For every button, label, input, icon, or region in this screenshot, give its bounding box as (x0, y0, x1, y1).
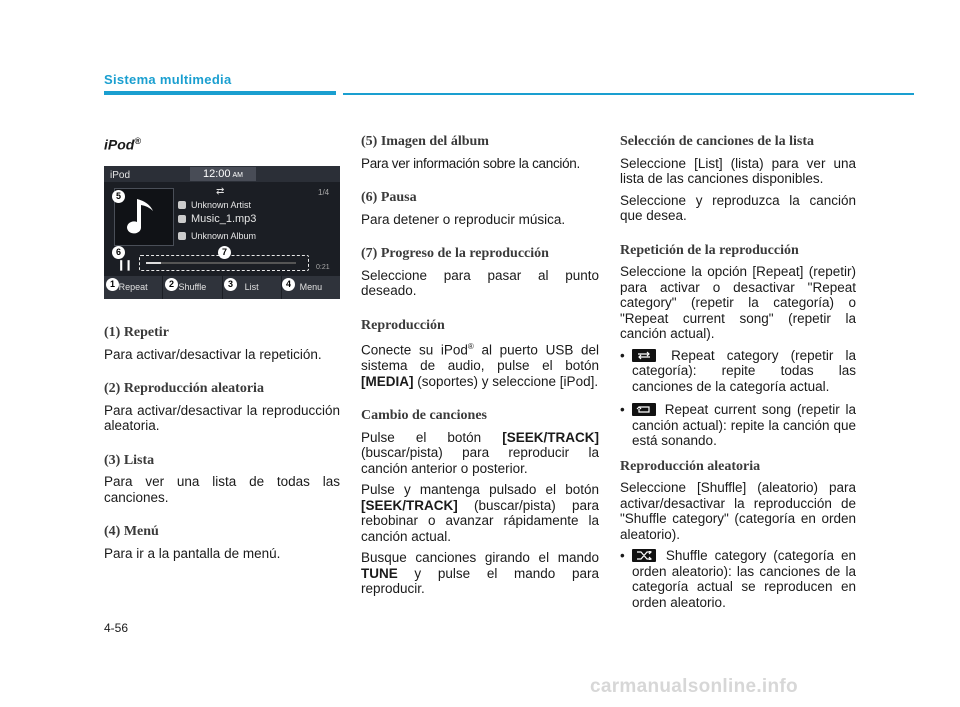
album-name: Unknown Album (191, 231, 257, 242)
header-accent-bar (104, 91, 336, 95)
progress-track (146, 262, 296, 264)
ipod-screen (104, 166, 340, 299)
menu-text: Para ir a la pantalla de menú. (104, 545, 281, 561)
playback-heading: Reproducción (361, 317, 445, 333)
screen-app-title: iPod (110, 170, 131, 182)
ipod-heading: iPod® (104, 136, 141, 153)
list-item: • Shuffle category (categoría en orden aleatorio): las canciones de la categoría actual se reproducen en orden aleatorio. (620, 548, 856, 610)
progress-text: Seleccione para pasar al punto deseado. (361, 267, 599, 298)
callout-7: 7 (218, 246, 231, 259)
callout-5: 5 (112, 190, 125, 203)
change-songs-text-1: Pulse el botón [SEEK/TRACK] (buscar/pista) para reproducir la canción anterior o posterior. (361, 429, 599, 476)
shuffle-playback-heading: Reproducción aleatoria (620, 458, 761, 474)
repeat-playback-text: Seleccione la opción [Repeat] (repetir) para activar o desactivar "Repeat category" (repetir la categoría) o "Repeat current song" (repetir la canción actual). (620, 264, 856, 341)
repeat-category-icon (632, 349, 656, 362)
header-rule (343, 93, 914, 95)
list-text: Para ver una lista de todas las canciones. (104, 474, 340, 505)
callout-2: 2 (165, 278, 178, 291)
repeat-playback-heading: Repetición de la reproducción (620, 242, 799, 258)
column-2 (361, 134, 599, 603)
repeat-song-icon (632, 403, 656, 416)
callout-1: 1 (106, 278, 119, 291)
shuffle-category-icon (632, 549, 656, 562)
pause-text: Para detener o reproducir música. (361, 211, 566, 227)
column-1 (104, 134, 340, 580)
callout-6: 6 (112, 246, 125, 259)
menu-heading: (4) Menú (104, 524, 159, 540)
list-item: • Repeat category (repetir la categoría): repite todas las canciones de la categoría actual. (620, 348, 856, 395)
screen-button-bar (104, 276, 340, 299)
artist-name: Unknown Artist (191, 200, 252, 211)
list-selection-heading: Selección de canciones de la lista (620, 134, 815, 149)
track-count: 1/4 (318, 188, 330, 198)
shuffle-options-list (620, 548, 856, 610)
repeat-button[interactable]: Repeat (104, 276, 163, 299)
menu-button[interactable]: Menu (299, 282, 323, 293)
callout-4: 4 (282, 278, 295, 291)
repeat-status-icon: ⇄ (216, 186, 225, 198)
shuffle-text: Para activar/desactivar la reproducción aleatoria. (104, 402, 340, 434)
song-icon (178, 215, 186, 223)
screen-top-bar (104, 166, 340, 182)
elapsed-time: 0:21 (316, 264, 330, 272)
shuffle-heading: (2) Reproducción aleatoria (104, 381, 264, 397)
song-title: Music_1.mp3 (191, 213, 257, 226)
album-row (178, 229, 256, 245)
progress-fill (146, 262, 161, 264)
column-3 (620, 134, 856, 620)
repeat-options-list (620, 348, 856, 449)
change-songs-text-2: Pulse y mantenga pulsado el botón [SEEK/TRACK] (buscar/pista) para rebobinar o avanzar rápidamente la canción actual. (361, 482, 599, 544)
page-number: 4-56 (104, 621, 129, 635)
callout-3: 3 (224, 278, 237, 291)
repeat-heading: (1) Repetir (104, 325, 169, 341)
pause-icon[interactable]: ❙❙ (117, 260, 132, 272)
list-button[interactable]: List (223, 276, 282, 299)
album-icon (178, 232, 186, 240)
list-heading: (3) Lista (104, 452, 155, 468)
shuffle-playback-text: Seleccione [Shuffle] (aleatorio) para activar/desactivar la reproducción de "Shuffle category" (categoría en orden aleatorio). (620, 480, 856, 542)
repeat-text: Para activar/desactivar la repetición. (104, 346, 322, 362)
list-selection-text-2: Seleccione y reproduzca la canción que desea. (620, 192, 856, 223)
list-selection-text-1: Seleccione [List] (lista) para ver una lista de las canciones disponibles. (620, 155, 856, 186)
progress-heading: (7) Progreso de la reproducción (361, 246, 549, 261)
change-songs-heading: Cambio de canciones (361, 408, 487, 423)
section-title: Sistema multimedia (104, 72, 232, 87)
list-item: • Repeat current song (repetir la canción actual): repite la canción que está sonando. (620, 402, 856, 449)
change-songs-text-3: Busque canciones girando el mando TUNE y pulse el mando para reproducir. (361, 550, 599, 596)
screen-clock: 12:00 AM (190, 167, 256, 181)
pause-heading: (6) Pausa (361, 190, 417, 205)
footer-watermark: carmanualsonline.info (590, 676, 798, 697)
album-image-text: Para ver información sobre la canción. (361, 155, 580, 171)
album-image-heading: (5) Imagen del álbum (361, 134, 489, 149)
shuffle-button[interactable]: Shuffle (163, 276, 222, 299)
playback-text: Conecte su iPod® al puerto USB del sistema de audio, pulse el botón [MEDIA] (soportes) y seleccione [iPod]. (361, 342, 600, 389)
song-row (178, 212, 256, 228)
artist-icon (178, 201, 186, 209)
